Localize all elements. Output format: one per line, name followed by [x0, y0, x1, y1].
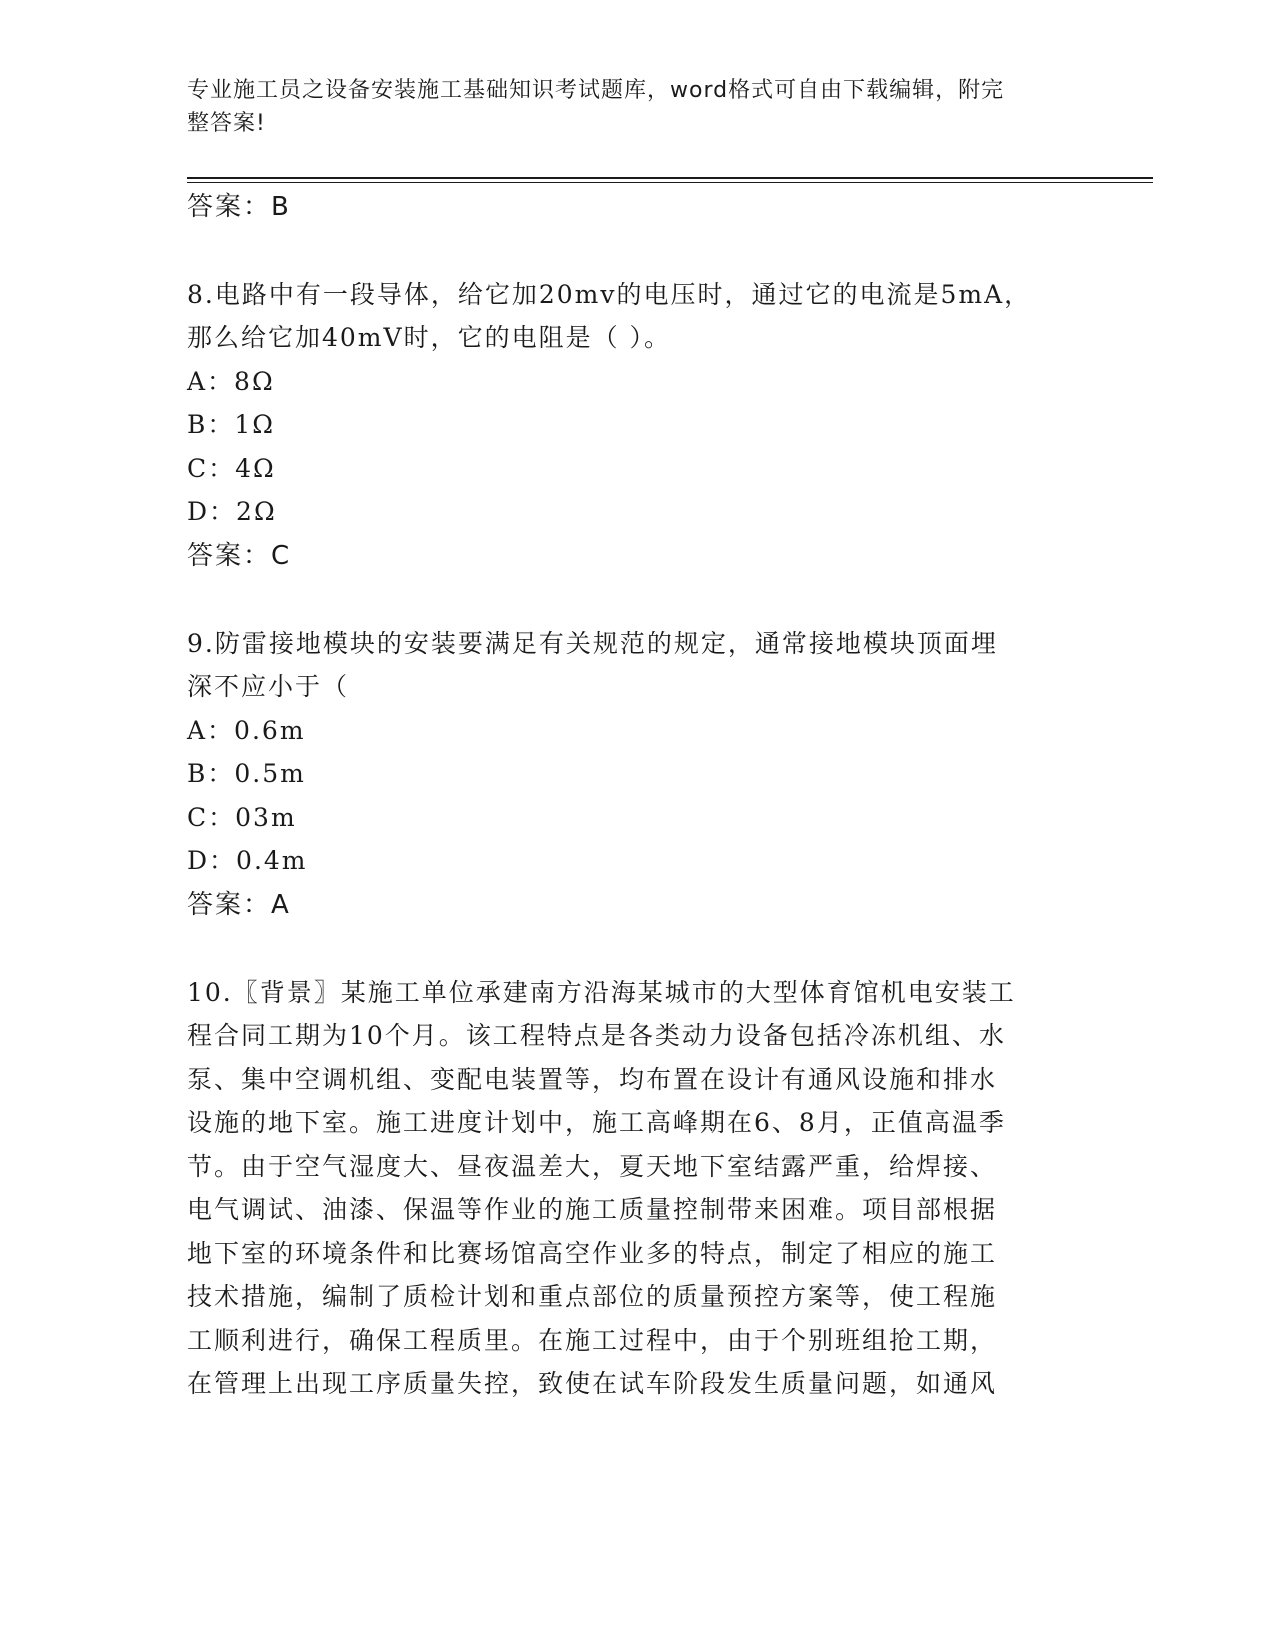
question-8-stem-line: 8.电路中有一段导体，给它加20mv的电压时，通过它的电流是5mA，	[187, 280, 1032, 309]
document-header	[187, 74, 1067, 140]
header-line: 整答案!	[187, 111, 266, 136]
question-10-text-line: 节。由于空气湿度大、昼夜温差大，夏天地下室结露严重，给焊接、	[187, 1152, 998, 1181]
question-8-option-c: C：4Ω	[187, 454, 276, 483]
question-10-text-line: 工顺利进行，确保工程质里。在施工过程中，由于个别班组抢工期，	[187, 1326, 998, 1355]
question-8-option-d: D：2Ω	[187, 497, 277, 526]
question-10-text-line: 程合同工期为10个月。该工程特点是各类动力设备包括冷冻机组、水	[187, 1021, 1006, 1050]
question-10-text-line: 10.〖背景〗某施工单位承建南方沿海某城市的大型体育馆机电安装工	[187, 978, 1016, 1007]
question-9-answer: 答案：A	[187, 890, 291, 920]
question-8-option-b: B：1Ω	[187, 410, 276, 439]
question-9-option-c: C：03m	[187, 803, 297, 832]
question-9-option-d: D：0.4m	[187, 846, 308, 875]
header-line: 专业施工员之设备安装施工基础知识考试题库，word格式可自由下载编辑，附完	[187, 78, 1005, 103]
question-10-text-line: 设施的地下室。施工进度计划中，施工高峰期在6、8月，正值高温季	[187, 1108, 1006, 1137]
question-9-stem-line: 9.防雷接地模块的安装要满足有关规范的规定，通常接地模块顶面埋	[187, 629, 998, 658]
question-8-answer: 答案：C	[187, 541, 292, 571]
question-10-text-line: 地下室的环境条件和比赛场馆高空作业多的特点，制定了相应的施工	[187, 1239, 998, 1268]
question-9-option-b: B：0.5m	[187, 759, 306, 788]
question-10-text-line: 技术措施，编制了质检计划和重点部位的质量预控方案等，使工程施	[187, 1282, 998, 1311]
question-10-text-line: 在管理上出现工序质量失控，致使在试车阶段发生质量问题，如通风	[187, 1369, 998, 1398]
question-8-stem-line: 那么给它加40mV时，它的电阻是（ ）。	[187, 323, 672, 352]
question-8-option-a: A：8Ω	[187, 367, 275, 396]
question-10-text-line: 泵、集中空调机组、变配电装置等，均布置在设计有通风设施和排水	[187, 1065, 998, 1094]
header-divider	[187, 177, 1153, 179]
header-divider-thin	[187, 182, 1153, 183]
question-9-option-a: A：0.6m	[187, 716, 306, 745]
previous-answer: 答案：B	[187, 192, 291, 222]
question-9-stem-line: 深不应小于（	[187, 672, 350, 701]
question-10-text-line: 电气调试、油漆、保温等作业的施工质量控制带来困难。项目部根据	[187, 1195, 998, 1224]
